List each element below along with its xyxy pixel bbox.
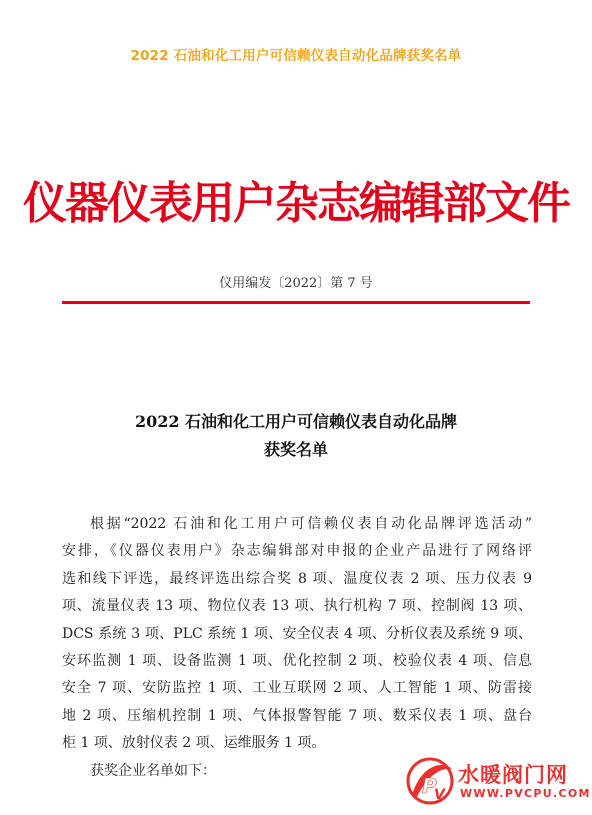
body-text <box>62 511 532 785</box>
body-line: 获奖企业名单如下： <box>90 762 216 779</box>
red-divider <box>62 301 530 304</box>
document-title <box>0 408 592 464</box>
title-line: 获奖名单 <box>263 440 328 459</box>
masthead: 仪器仪表用户杂志编辑部文件 <box>23 178 569 229</box>
body-line: 项、流量仪表 13 项、物位仪表 13 项、执行机构 7 项、控制阀 13 项、 <box>62 598 532 615</box>
body-line: 地 2 项、压缩机控制 1 项、气体报警智能 7 项、数采仪表 1 项、盘台 <box>62 707 532 724</box>
pv-logo-icon <box>404 755 456 807</box>
watermark-site-name: 水暖阀门网 <box>458 763 568 787</box>
body-line: DCS 系统 3 项、PLC 系统 1 项、安全仪表 4 项、分析仪表及系统 9 项、 <box>62 625 532 642</box>
top-banner-title: 2022 石油和化工用户可信赖仪表自动化品牌获奖名单 <box>130 48 462 64</box>
body-line: 安全 7 项、安防监控 1 项、工业互联网 2 项、人工智能 1 项、防雷接 <box>62 680 532 697</box>
document-number: 仪用编发〔2022〕第 7 号 <box>219 276 373 291</box>
body-line: 选和线下评选，最终评选出综合奖 8 项、温度仪表 2 项、压力仪表 9 <box>62 570 532 587</box>
svg-text:P: P <box>422 774 437 798</box>
site-watermark <box>404 753 591 811</box>
title-line: 2022 石油和化工用户可信赖仪表自动化品牌 <box>134 412 458 431</box>
body-line: 安排，《仪器仪表用户》杂志编辑部对申报的企业产品进行了网络评 <box>62 543 532 560</box>
svg-text:V: V <box>434 787 445 803</box>
body-line: 柜 1 项、放射仪表 2 项、运维服务 1 项。 <box>62 735 326 752</box>
body-line: 根据“2022 石油和化工用户可信赖仪表自动化品牌评选活动” <box>90 516 532 532</box>
body-line: 安环监测 1 项、设备监测 1 项、优化控制 2 项、校验仪表 4 项、信息 <box>62 652 532 669</box>
watermark-url: WWW.PVCPU.COM <box>460 787 591 800</box>
